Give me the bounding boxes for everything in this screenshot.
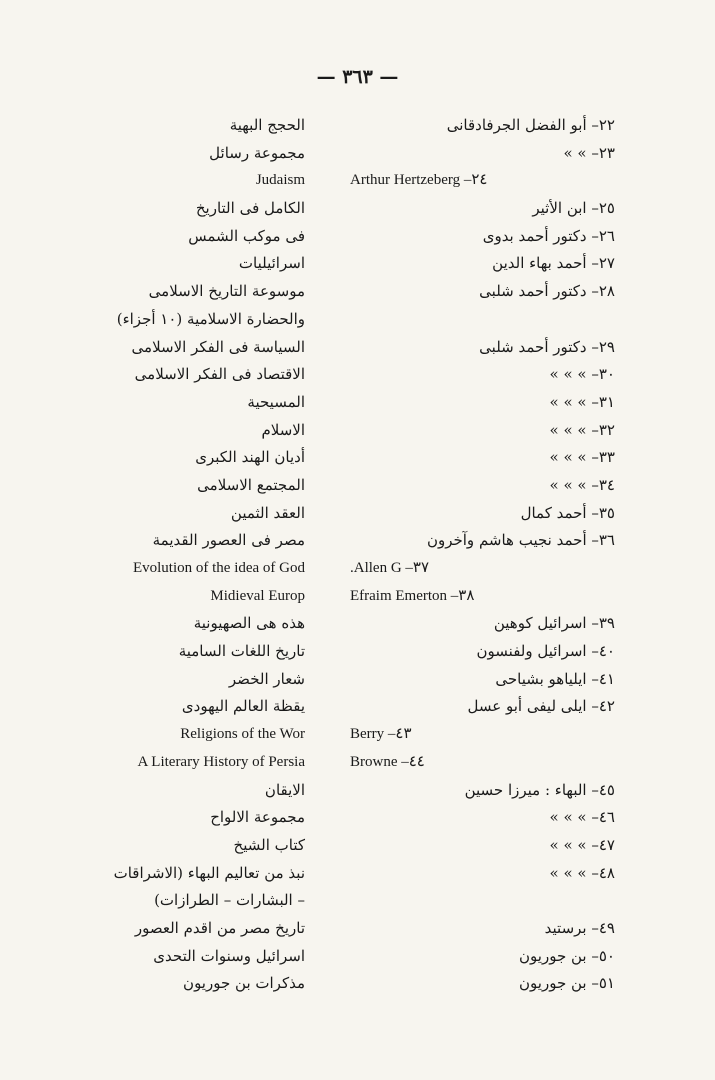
title-entry: فى موكب الشمس — [188, 226, 305, 245]
author-entry: ٢٦– دكتور أحمد بدوى — [482, 226, 615, 245]
author-entry: ٢٤– Arthur Hertzeberg — [350, 172, 488, 189]
author-entry: ٤٦– » » » — [549, 808, 615, 827]
author-entry: ٣٧– Allen G. — [350, 560, 430, 576]
author-entry-blank — [295, 887, 615, 915]
author-entry: ٣٨– Efraim Emerton — [350, 587, 475, 604]
author-entry: ٣١– » » » — [549, 392, 615, 411]
title-entry: تاريخ اللغات السامية — [178, 642, 305, 661]
author-entry: ٤٥– البهاء : ميرزا حسين — [464, 780, 615, 799]
title-entry: الاسلام — [261, 420, 305, 439]
title-entry: الايقان — [264, 780, 305, 799]
author-entry: ٤٨– » » » — [549, 863, 615, 882]
title-entry: العقد الثمين — [230, 503, 305, 522]
title-entry: مذكرات بن جوريون — [183, 974, 305, 993]
title-entry: Judaism — [255, 172, 305, 189]
author-entry: ٢٨– دكتور أحمد شلبى — [479, 282, 615, 301]
title-entry: Evolution of the idea of God — [132, 560, 305, 576]
title-entry: اسرائيليات — [238, 254, 305, 273]
title-entry: أديان الهند الكبرى — [195, 448, 305, 467]
author-entry: ٣٦– أحمد نجيب هاشم وآخرون — [426, 531, 615, 550]
author-entry: ٥١– بن جوريون — [519, 974, 615, 993]
title-entry: المجتمع الاسلامى — [197, 475, 305, 494]
author-entry: ٤١– ايلياهو بشياحى — [495, 669, 615, 688]
author-entry: ٥٠– بن جوريون — [519, 946, 615, 965]
author-entry: ٢٥– ابن الأثير — [532, 199, 615, 218]
author-entry: ٤٠– اسرائيل ولفنسون — [476, 642, 615, 661]
title-entry: مصر فى العصور القديمة — [152, 531, 305, 550]
title-entry: نبذ من تعاليم البهاء (الاشراقات — [113, 863, 305, 882]
title-entry: السياسة فى الفكر الاسلامى — [131, 337, 305, 356]
author-list — [295, 112, 615, 998]
author-entry: ٣٢– » » » — [549, 420, 615, 439]
title-entry: تاريخ مصر من اقدم العصور — [134, 918, 305, 937]
title-entry: المسيحية — [247, 392, 305, 411]
author-entry: ٤٤– Browne — [350, 753, 425, 770]
author-entry: ٢٣– » » — [563, 143, 615, 162]
title-entry: شعار الخضر — [228, 669, 305, 688]
author-entry: ٤٩– برستيد — [544, 918, 615, 937]
author-entry: ٣٩– اسرائيل كوهين — [493, 614, 615, 633]
title-entry: موسوعة التاريخ الاسلامى — [148, 282, 305, 301]
author-entry: ٤٢– ايلى ليفى أبو عسل — [467, 697, 615, 716]
author-entry: ٢٢– أبو الفضل الجرفادقانى — [446, 116, 615, 134]
author-entry: ٣٥– أحمد كمال — [520, 503, 615, 522]
title-entry: اسرائيل وسنوات التحدى — [153, 946, 305, 965]
title-entry: الكامل فى التاريخ — [195, 199, 305, 218]
author-entry: ٣٣– » » » — [549, 448, 615, 467]
author-entry: ٢٩– دكتور أحمد شلبى — [479, 337, 615, 356]
author-entry: ٣٠– » » » — [549, 365, 615, 384]
title-entry: والحضارة الاسلامية (١٠ أجزاء) — [116, 309, 305, 328]
author-entry-blank — [295, 306, 615, 334]
author-entry: ٣٤– » » » — [549, 475, 615, 494]
author-entry: ٢٧– أحمد بهاء الدين — [492, 254, 615, 273]
title-entry: A Literary History of Persia — [137, 753, 305, 770]
title-entry: مجموعة رسائل — [209, 143, 305, 162]
author-entry: ٤٣– Berry — [350, 726, 412, 743]
page-number: — ٣٦٣ — — [316, 66, 399, 88]
title-entry: – البشارات – الطرازات) — [154, 891, 305, 910]
title-entry: الحجج البهية — [229, 116, 305, 134]
author-entry: ٤٧– » » » — [549, 835, 615, 854]
title-entry: كتاب الشيخ — [233, 835, 305, 854]
title-entry: Religions of the Wor — [180, 726, 305, 743]
title-entry: يقظة العالم اليهودى — [181, 697, 305, 716]
title-entry: الاقتصاد فى الفكر الاسلامى — [134, 365, 305, 384]
title-list — [75, 112, 305, 998]
title-entry: Midieval Europ — [210, 587, 305, 604]
title-entry: هذه هى الصهيونية — [193, 614, 305, 633]
title-entry: مجموعة الالواح — [210, 808, 305, 827]
